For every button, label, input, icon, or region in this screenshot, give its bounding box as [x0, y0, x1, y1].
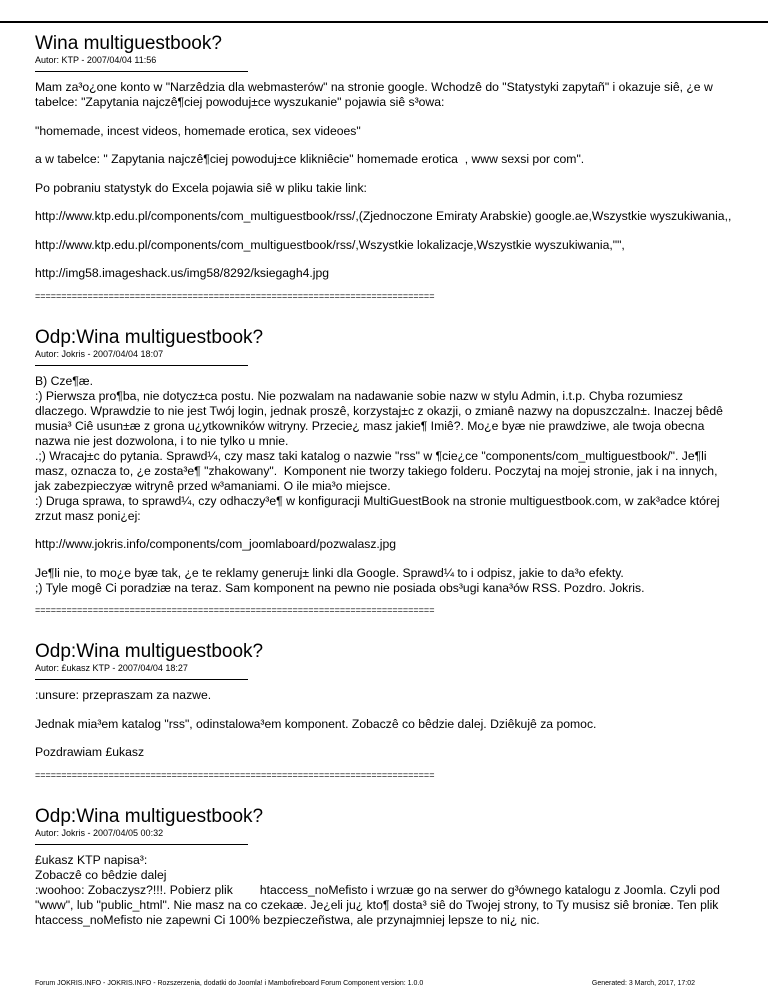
post-title: Wina multiguestbook? — [35, 33, 222, 54]
post-body — [35, 853, 735, 928]
top-rule — [0, 21, 768, 23]
post-paragraph: "homemade, incest videos, homemade erotica, sex videoes" — [35, 123, 361, 138]
post — [35, 34, 735, 301]
thread-content — [35, 34, 735, 928]
meta-divider — [35, 679, 248, 680]
post-link: http://www.ktp.edu.pl/components/com_multiguestbook/rss/,Wszystkie lokalizacje,Wszystkie wyszukiwania,"", — [35, 237, 625, 252]
post-meta: Autor: Jokris - 2007/04/05 00:32 — [35, 827, 164, 838]
post-title: Odp:Wina multiguestbook? — [35, 641, 264, 662]
post-paragraph: :unsure: przepraszam za nazwe. — [35, 688, 212, 702]
post — [35, 328, 735, 616]
post-meta: Autor: Jokris - 2007/04/04 18:07 — [35, 348, 164, 359]
post-title: Odp:Wina multiguestbook? — [35, 805, 264, 827]
post-paragraph: £ukasz KTP napisa³: Zobaczê co bêdzie dalej :woohoo: Zobaczysz?!!!. Pobierz plik htaccess_noMefisto i wrzuæ go na serwer do g³ównego katalogu z Joomla. Czyli pod "www", lub "public_html". Nie masz na co czekaæ. Je¿eli ju¿ kto¶ dosta³ siê do Twojej strony, to Ty musisz siê broniæ. Ten plik htaccess_noMefisto nie zapewni Ci 100% bezpieczeñstwa, ale przynajmniej lepsze to ni¿ nic. — [35, 852, 720, 927]
post-title: Odp:Wina multiguestbook? — [35, 326, 264, 348]
post-body — [35, 374, 735, 596]
post-paragraph: Po pobraniu statystyk do Excela pojawia siê w pliku takie link: — [35, 180, 367, 195]
footer-source: Forum JOKRIS.INFO - JOKRIS.INFO - Rozszerzenia, dodatki do Joomla! i Mambofireboard Forum Component version: 1.0.0 — [35, 980, 424, 987]
post-paragraph: Jednak mia³em katalog "rss", odinstalowa³em komponent. Zobaczê co bêdzie dalej. Dziêkujê za pomoc. — [35, 716, 597, 731]
meta-divider — [35, 844, 248, 845]
meta-divider — [35, 365, 248, 366]
footer-generated: Generated: 3 March, 2017, 17:02 — [591, 980, 695, 987]
meta-divider — [35, 71, 248, 72]
post-meta: Autor: £ukasz KTP - 2007/04/04 18:27 — [35, 663, 188, 673]
post-meta: Autor: KTP - 2007/04/04 11:56 — [35, 55, 157, 65]
post-separator: ============================================================================ — [35, 290, 435, 301]
post — [35, 807, 735, 928]
post-separator: ============================================================================ — [35, 769, 435, 780]
post-body — [35, 80, 735, 281]
post — [35, 642, 735, 780]
page-footer — [35, 980, 735, 988]
post-paragraph: Mam za³o¿one konto w "Narzêdzia dla webmasterów" na stronie google. Wchodzê do "Statystyki zapytañ" i okazuje siê, ¿e w tabelce: "Zapytania najczê¶ciej powoduj±ce wyszukanie" pojawia siê s³owa: — [35, 80, 717, 109]
post-separator: ============================================================================ — [35, 605, 435, 615]
post-link: http://img58.imageshack.us/img58/8292/ksiegagh4.jpg — [35, 266, 330, 280]
post-paragraph: Je¶li nie, to mo¿e byæ tak, ¿e te reklamy generuj± linki dla Google. Sprawd¼ to i odpisz, jakie to da³o efekty. ;) Tyle mogê Ci poradziæ na teraz. Sam komponent na pewno nie posiada obs³ugi kana³ów RSS. Pozdro. Jokris. — [35, 565, 645, 595]
post-body — [35, 688, 735, 760]
post-paragraph: B) Cze¶æ. :) Pierwsza pro¶ba, nie dotycz±ca postu. Nie pozwalam na nadawanie sobie nazw w stylu Admin, i.t.p. Chyba rozumiesz dlaczego. Wprawdzie to nie jest Twój login, jednak proszê, korzystaj±c z okazji, o zmianê nazwy na dopuszczaln±. Inaczej bêdê musia³ Ciê usun±æ z grona u¿ytkowników witryny. Przecie¿ masz jakie¶ Imiê?. Mo¿e byæ nie prawdziwe, ale twoja obecna nazwa nie jest dozwolona, i to nie tylko u mnie. .;) Wracaj±c do pytania. Sprawd¼, czy masz taki katalog o nazwie "rss" w ¶cie¿ce "components/com_multiguestbook/". Je¶li masz, oznacza to, ¿e zosta³e¶ "zhakowany". Komponent nie tworzy takiego folderu. Poczytaj na mojej stronie, jak i na innych, jak zabezpieczyæ witrynê przed w³amaniami. O ile mia³o miejsce. :) Druga sprawa, to sprawd¼, czy odhaczy³e¶ w konfiguracji MultiGuestBook na stronie multiguestbook.com, w zak³adce której zrzut masz poni¿ej: — [35, 373, 723, 523]
post-link: http://www.ktp.edu.pl/components/com_multiguestbook/rss/,(Zjednoczone Emiraty Arabskie) google.ae,Wszystkie wyszukiwania,, — [35, 209, 732, 223]
post-paragraph: Pozdrawiam £ukasz — [35, 745, 145, 759]
post-link: http://www.jokris.info/components/com_joomlaboard/pozwalasz.jpg — [35, 537, 397, 551]
post-paragraph: a w tabelce: " Zapytania najczê¶ciej powoduj±ce klikniêcie" homemade erotica , www sexsi por com". — [35, 152, 585, 166]
